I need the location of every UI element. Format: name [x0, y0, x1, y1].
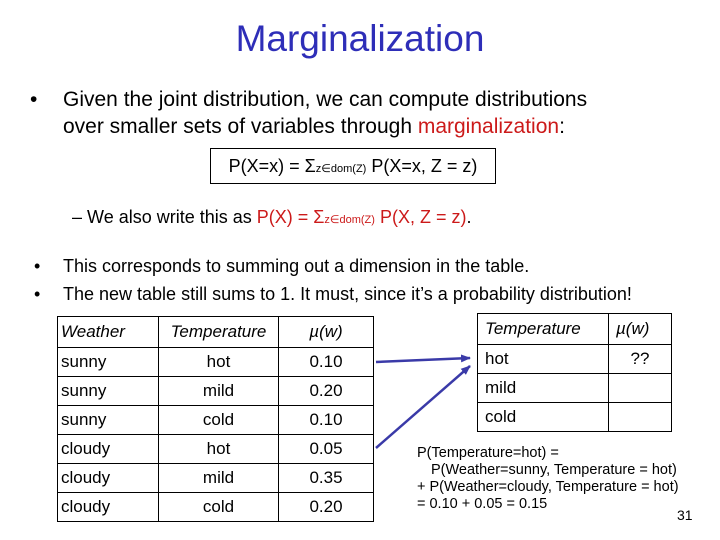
arrow-sunny-hot [376, 358, 470, 362]
bullet-marker: • [34, 284, 41, 304]
sub-bullet-highlight-suffix: P(X, Z = z) [374, 207, 467, 227]
header-weather: Weather [58, 317, 159, 348]
bullet1-line1: Given the joint distribution, we can compute distributions [63, 88, 588, 111]
header-mu: µ(w) [279, 317, 374, 348]
temperature-cell: hot [159, 435, 279, 464]
calc-line2: P(Weather=sunny, Temperature = hot) [431, 462, 677, 478]
weather-cell: cloudy [58, 493, 159, 522]
bullet-marker: • [34, 256, 41, 276]
mu-cell: 0.20 [279, 493, 374, 522]
arrow-cloudy-hot [376, 366, 470, 448]
header-temperature: Temperature [159, 317, 279, 348]
weather-cell: sunny [58, 406, 159, 435]
formula-lhs: P(X=x) = Σ [228, 156, 316, 176]
marginalization-term: marginalization [417, 115, 560, 138]
header-mu: µ(w) [609, 314, 672, 345]
formula-rhs: P(X=x, Z = z) [366, 156, 478, 176]
header-temperature: Temperature [478, 314, 609, 345]
temperature-cell: cold [478, 403, 609, 432]
temperature-cell: hot [159, 348, 279, 377]
mu-cell: ?? [609, 345, 672, 374]
sub-bullet-highlight-prefix: P(X) = Σ [256, 207, 325, 227]
bullet2-text: This corresponds to summing out a dimension in the table. [63, 256, 530, 276]
mu-cell: 0.20 [279, 377, 374, 406]
sub-bullet-suffix: . [466, 207, 472, 227]
page-number: 31 [677, 507, 693, 523]
calc-line1: P(Temperature=hot) = [417, 445, 559, 461]
temperature-cell: mild [478, 374, 609, 403]
calculation-text [417, 445, 679, 513]
slide-title: Marginalization [235, 18, 485, 59]
weather-cell: cloudy [58, 435, 159, 464]
sub-bullet-prefix: We also write this as [87, 207, 257, 227]
formula-subscript: z∈dom(Z) [315, 163, 367, 175]
bullet1-line2-prefix: over smaller sets of variables through [63, 115, 418, 138]
mu-cell: 0.10 [279, 348, 374, 377]
weather-cell: cloudy [58, 464, 159, 493]
temperature-cell: cold [159, 406, 279, 435]
temperature-cell: mild [159, 377, 279, 406]
weather-cell: sunny [58, 377, 159, 406]
calc-line4: = 0.10 + 0.05 = 0.15 [417, 496, 548, 512]
bullet-marker: • [30, 88, 38, 111]
mu-cell: 0.05 [279, 435, 374, 464]
temperature-cell: mild [159, 464, 279, 493]
weather-cell: sunny [58, 348, 159, 377]
temperature-cell: cold [159, 493, 279, 522]
mu-cell: 0.10 [279, 406, 374, 435]
sub-bullet-marker: – [72, 207, 83, 227]
mu-cell: 0.35 [279, 464, 374, 493]
calc-line3: + P(Weather=cloudy, Temperature = hot) [417, 479, 679, 495]
sub-bullet-subscript: z∈dom(Z) [324, 214, 375, 226]
temperature-cell: hot [478, 345, 609, 374]
bullet1-line2-suffix: : [559, 115, 565, 138]
bullet3-text: The new table still sums to 1. It must, since it’s a probability distribution! [63, 284, 632, 304]
